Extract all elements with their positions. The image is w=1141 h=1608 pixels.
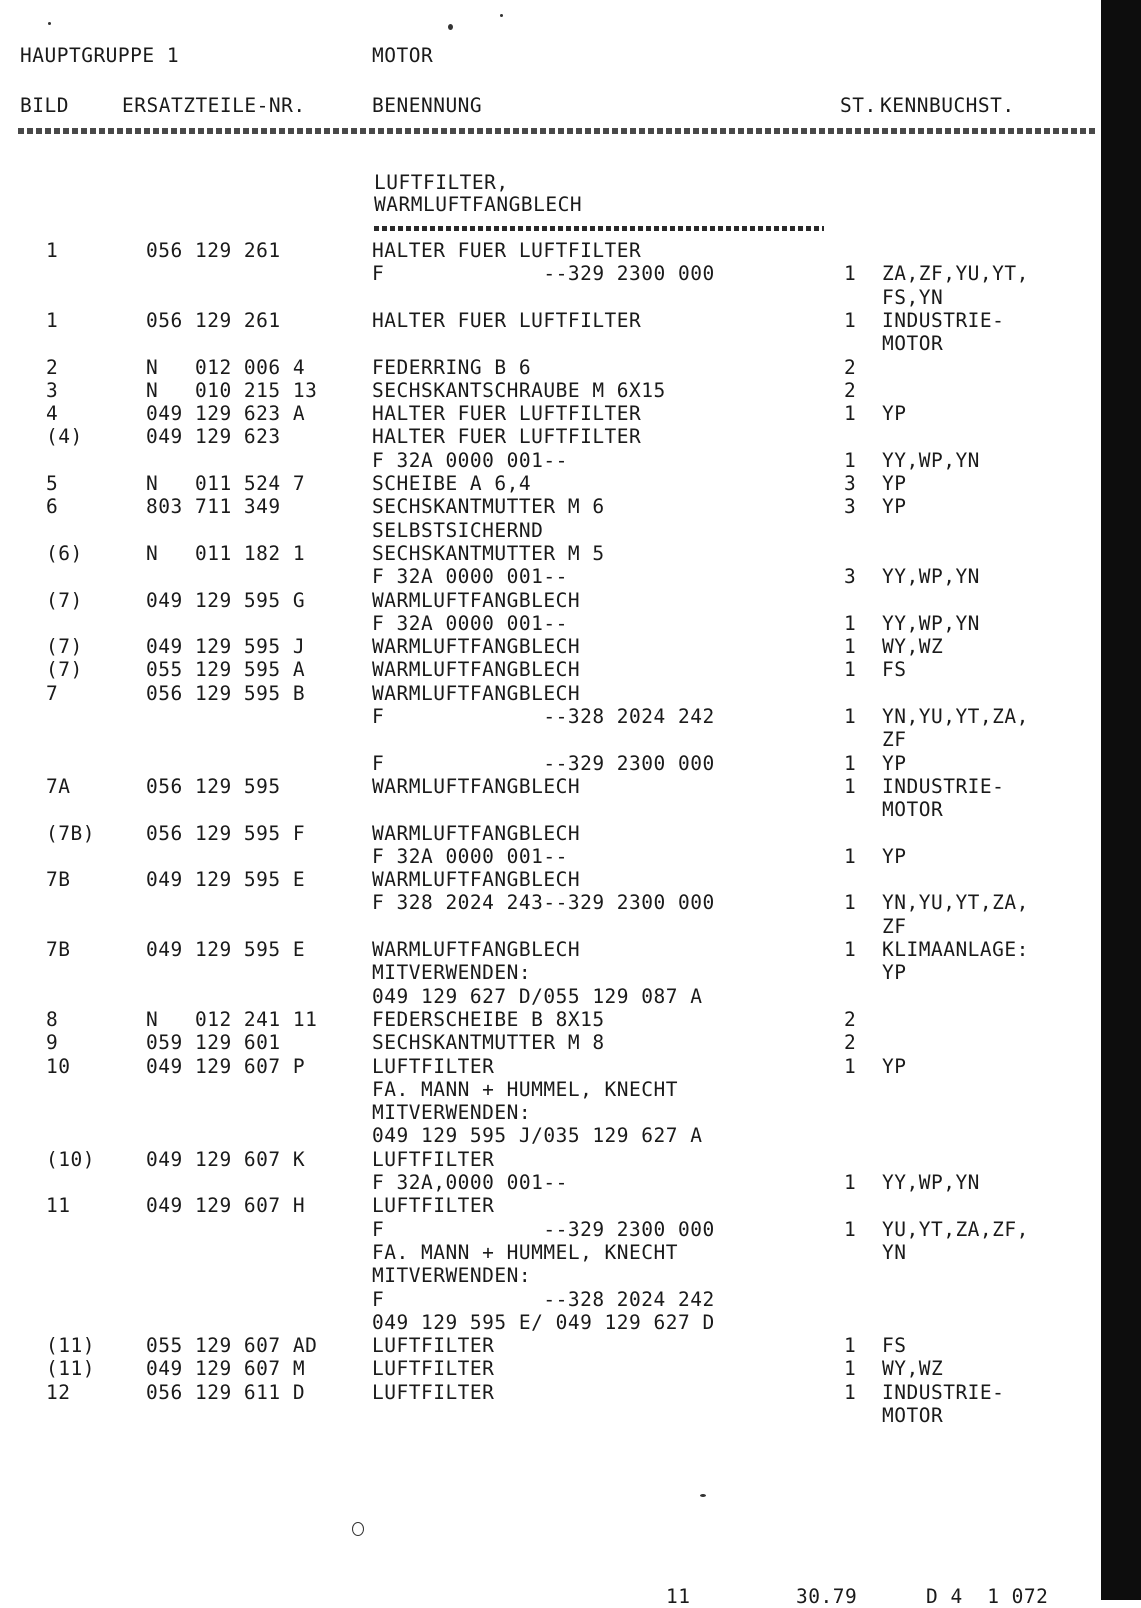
row-part-number: 055 129 607 AD: [146, 1334, 318, 1357]
row-description: LUFTFILTER: [372, 1334, 495, 1357]
row-description: F --329 2300 000: [372, 752, 715, 775]
row-description: WARMLUFTFANGBLECH: [372, 868, 581, 891]
row-description: F 328 2024 243--329 2300 000: [372, 891, 715, 914]
row-code: YP: [882, 752, 907, 775]
row-quantity: 1: [844, 938, 857, 961]
row-code: FS: [882, 1334, 907, 1357]
row-bild: (7): [46, 589, 83, 612]
row-description: HALTER FUER LUFTFILTER: [372, 309, 642, 332]
scan-speck: [700, 1494, 706, 1497]
row-quantity: 1: [844, 1357, 857, 1380]
row-bild: 12: [46, 1381, 71, 1404]
row-code: YY,WP,YN: [882, 565, 980, 588]
col-header-bild: BILD: [20, 94, 69, 117]
row-code: YY,WP,YN: [882, 1171, 980, 1194]
row-part-number: 056 129 595: [146, 775, 281, 798]
row-description: 049 129 595 E/ 049 129 627 D: [372, 1311, 715, 1334]
row-quantity: 3: [844, 565, 857, 588]
row-code: YP: [882, 495, 907, 518]
footer-date: 30.79: [796, 1585, 858, 1608]
row-quantity: 1: [844, 752, 857, 775]
row-description: F 32A 0000 001--: [372, 449, 568, 472]
row-part-number: N 011 524 7: [146, 472, 306, 495]
row-part-number: 049 129 623 A: [146, 402, 306, 425]
row-bild: 9: [46, 1031, 59, 1054]
row-description: F --328 2024 242: [372, 1288, 715, 1311]
row-description: FEDERSCHEIBE B 8X15: [372, 1008, 605, 1031]
row-bild: 7: [46, 682, 59, 705]
scan-speck: [500, 14, 503, 17]
row-bild: (6): [46, 542, 83, 565]
row-part-number: N 012 006 4: [146, 356, 306, 379]
row-bild: (4): [46, 425, 83, 448]
row-code: INDUSTRIE-: [882, 775, 1005, 798]
row-quantity: 2: [844, 379, 857, 402]
row-description: F --328 2024 242: [372, 705, 715, 728]
section-title-1: LUFTFILTER,: [374, 171, 509, 194]
row-description: 049 129 595 J/035 129 627 A: [372, 1124, 703, 1147]
row-code: YN,YU,YT,ZA,: [882, 705, 1029, 728]
row-code: YP: [882, 1055, 907, 1078]
row-bild: (10): [46, 1148, 95, 1171]
row-code: ZF: [882, 728, 907, 751]
row-part-number: 049 129 595 J: [146, 635, 306, 658]
row-quantity: 1: [844, 635, 857, 658]
col-header-part: ERSATZTEILE-NR.: [122, 94, 306, 117]
row-description: WARMLUFTFANGBLECH: [372, 682, 581, 705]
row-bild: 7B: [46, 868, 71, 891]
row-quantity: 1: [844, 612, 857, 635]
row-quantity: 1: [844, 845, 857, 868]
row-part-number: 056 129 595 F: [146, 822, 306, 845]
row-part-number: 056 129 261: [146, 239, 281, 262]
row-part-number: 049 129 623: [146, 425, 281, 448]
row-code: YN: [882, 1241, 907, 1264]
col-header-qty: ST.: [840, 94, 877, 117]
section-rule: [374, 226, 824, 231]
row-part-number: 049 129 595 G: [146, 589, 306, 612]
row-quantity: 1: [844, 1381, 857, 1404]
row-description: SELBSTSICHERND: [372, 519, 544, 542]
row-description: WARMLUFTFANGBLECH: [372, 589, 581, 612]
row-description: MITVERWENDEN:: [372, 1264, 532, 1287]
row-description: SECHSKANTMUTTER M 8: [372, 1031, 605, 1054]
row-quantity: 1: [844, 1171, 857, 1194]
row-bild: 1: [46, 239, 59, 262]
row-description: F 32A 0000 001--: [372, 612, 568, 635]
row-part-number: N 011 182 1: [146, 542, 306, 565]
row-bild: 2: [46, 356, 59, 379]
row-code: ZF: [882, 915, 907, 938]
row-description: WARMLUFTFANGBLECH: [372, 658, 581, 681]
row-part-number: 049 129 607 M: [146, 1357, 306, 1380]
row-description: F 32A 0000 001--: [372, 565, 568, 588]
row-quantity: 3: [844, 472, 857, 495]
row-quantity: 1: [844, 658, 857, 681]
row-description: SECHSKANTSCHRAUBE M 6X15: [372, 379, 666, 402]
row-bild: (7): [46, 635, 83, 658]
row-part-number: 049 129 595 E: [146, 938, 306, 961]
row-code: YP: [882, 845, 907, 868]
row-description: F 32A 0000 001--: [372, 845, 568, 868]
group-label: HAUPTGRUPPE 1: [20, 44, 180, 67]
footer-ref: D 4 1 072: [926, 1585, 1049, 1608]
row-bild: 3: [46, 379, 59, 402]
row-quantity: 1: [844, 309, 857, 332]
row-quantity: 3: [844, 495, 857, 518]
row-code: INDUSTRIE-: [882, 309, 1005, 332]
row-part-number: 055 129 595 A: [146, 658, 306, 681]
row-part-number: 056 129 595 B: [146, 682, 306, 705]
row-description: SECHSKANTMUTTER M 5: [372, 542, 605, 565]
row-bild: 1: [46, 309, 59, 332]
row-quantity: 1: [844, 1218, 857, 1241]
row-description: MITVERWENDEN:: [372, 961, 532, 984]
row-code: YP: [882, 402, 907, 425]
row-part-number: 803 711 349: [146, 495, 281, 518]
row-part-number: 049 129 595 E: [146, 868, 306, 891]
row-description: FA. MANN + HUMMEL, KNECHT: [372, 1078, 678, 1101]
row-quantity: 1: [844, 402, 857, 425]
row-description: LUFTFILTER: [372, 1357, 495, 1380]
row-description: WARMLUFTFANGBLECH: [372, 822, 581, 845]
row-code: MOTOR: [882, 1404, 944, 1427]
row-description: MITVERWENDEN:: [372, 1101, 532, 1124]
row-part-number: 056 129 261: [146, 309, 281, 332]
row-bild: (7): [46, 658, 83, 681]
row-code: WY,WZ: [882, 635, 944, 658]
row-description: F --329 2300 000: [372, 1218, 715, 1241]
row-description: HALTER FUER LUFTFILTER: [372, 425, 642, 448]
row-code: YU,YT,ZA,ZF,: [882, 1218, 1029, 1241]
row-bild: 10: [46, 1055, 71, 1078]
row-bild: 11: [46, 1194, 71, 1217]
row-code: FS,YN: [882, 286, 944, 309]
row-bild: 7B: [46, 938, 71, 961]
row-code: INDUSTRIE-: [882, 1381, 1005, 1404]
group-name: MOTOR: [372, 44, 434, 67]
scan-speck: [352, 1522, 364, 1536]
row-bild: 7A: [46, 775, 71, 798]
row-description: LUFTFILTER: [372, 1194, 495, 1217]
scan-speck: [448, 24, 453, 30]
row-part-number: 049 129 607 P: [146, 1055, 306, 1078]
scanner-edge: [1101, 0, 1141, 1600]
row-description: HALTER FUER LUFTFILTER: [372, 239, 642, 262]
header-rule: [18, 128, 1098, 134]
row-description: 049 129 627 D/055 129 087 A: [372, 985, 703, 1008]
row-description: HALTER FUER LUFTFILTER: [372, 402, 642, 425]
row-code: WY,WZ: [882, 1357, 944, 1380]
row-part-number: 049 129 607 H: [146, 1194, 306, 1217]
row-part-number: N 012 241 11: [146, 1008, 318, 1031]
row-quantity: 2: [844, 1031, 857, 1054]
footer-page: 11: [666, 1585, 691, 1608]
row-code: MOTOR: [882, 798, 944, 821]
row-quantity: 1: [844, 449, 857, 472]
row-bild: (11): [46, 1334, 95, 1357]
row-quantity: 1: [844, 775, 857, 798]
row-code: FS: [882, 658, 907, 681]
row-description: F --329 2300 000: [372, 262, 715, 285]
row-quantity: 2: [844, 356, 857, 379]
row-description: LUFTFILTER: [372, 1381, 495, 1404]
row-bild: 8: [46, 1008, 59, 1031]
row-code: YP: [882, 961, 907, 984]
row-code: KLIMAANLAGE:: [882, 938, 1029, 961]
row-description: WARMLUFTFANGBLECH: [372, 938, 581, 961]
col-header-code: KENNBUCHST.: [880, 94, 1015, 117]
scan-speck: [48, 22, 51, 25]
row-description: FEDERRING B 6: [372, 356, 532, 379]
col-header-name: BENENNUNG: [372, 94, 483, 117]
row-code: YP: [882, 472, 907, 495]
row-quantity: 1: [844, 891, 857, 914]
row-quantity: 1: [844, 1334, 857, 1357]
row-bild: 5: [46, 472, 59, 495]
row-quantity: 1: [844, 262, 857, 285]
row-bild: 4: [46, 402, 59, 425]
row-description: FA. MANN + HUMMEL, KNECHT: [372, 1241, 678, 1264]
row-code: MOTOR: [882, 332, 944, 355]
row-code: YN,YU,YT,ZA,: [882, 891, 1029, 914]
row-code: YY,WP,YN: [882, 449, 980, 472]
row-part-number: 059 129 601: [146, 1031, 281, 1054]
row-quantity: 1: [844, 705, 857, 728]
row-part-number: 056 129 611 D: [146, 1381, 306, 1404]
row-description: F 32A,0000 001--: [372, 1171, 568, 1194]
row-part-number: 049 129 607 K: [146, 1148, 306, 1171]
row-quantity: 2: [844, 1008, 857, 1031]
row-description: WARMLUFTFANGBLECH: [372, 775, 581, 798]
row-description: LUFTFILTER: [372, 1055, 495, 1078]
row-description: SCHEIBE A 6,4: [372, 472, 532, 495]
row-bild: (11): [46, 1357, 95, 1380]
row-description: SECHSKANTMUTTER M 6: [372, 495, 605, 518]
row-bild: 6: [46, 495, 59, 518]
section-title-2: WARMLUFTFANGBLECH: [374, 193, 583, 216]
row-code: YY,WP,YN: [882, 612, 980, 635]
row-code: ZA,ZF,YU,YT,: [882, 262, 1029, 285]
row-description: WARMLUFTFANGBLECH: [372, 635, 581, 658]
row-part-number: N 010 215 13: [146, 379, 318, 402]
row-quantity: 1: [844, 1055, 857, 1078]
row-description: LUFTFILTER: [372, 1148, 495, 1171]
row-bild: (7B): [46, 822, 95, 845]
